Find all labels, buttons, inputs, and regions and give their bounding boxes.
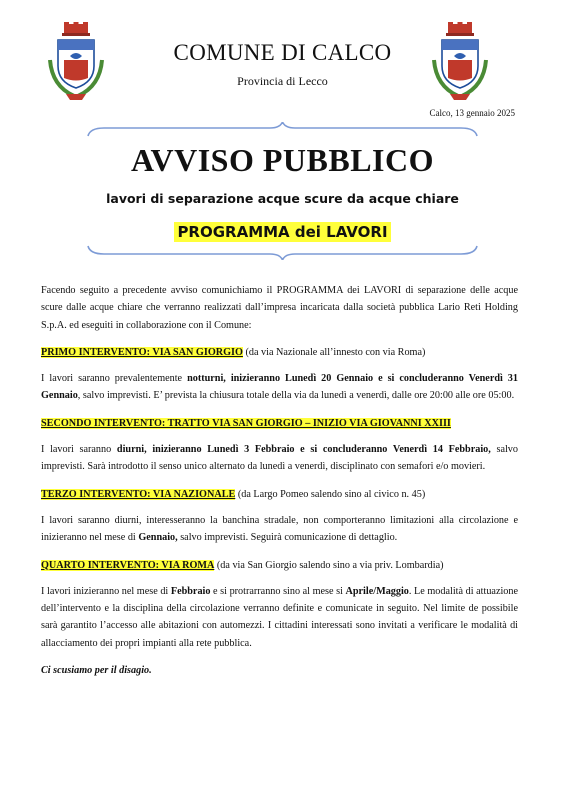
text-span: I lavori inizieranno nel mese di xyxy=(41,585,171,597)
text-span: I lavori saranno diurni, interesseranno la banchina stradale, non comporteranno limitazioni alla circolazione e inizieranno nel mese di xyxy=(41,514,518,544)
emphasis-text: Febbraio xyxy=(170,585,211,597)
intervention-paragraph xyxy=(41,441,518,476)
intervention-title: SECONDO INTERVENTO: TRATTO VIA SAN GIORGIO – INIZIO VIA GIOVANNI XXIII xyxy=(41,417,451,429)
closing-note: Ci scusiamo per il disagio. xyxy=(41,665,152,677)
emphasis-text: diurni, inizieranno Lunedì 3 Febbraio e si concluderanno Venerdì 14 Febbraio, xyxy=(116,444,491,456)
text-span: . Le modalità di attuazione dell’intervento e la disciplina della circolazione verranno definite e comunicate in seguito. Nel limite de possibile sarà garantito l’accesso alle abitazioni con automezzi. I cittadini interessati sono invitati a verificare le modalità di allacciamento dei propri impianti alla rete pubblica. xyxy=(41,585,518,649)
crown-icon xyxy=(62,22,90,36)
text-span: e si protrarranno sino al mese si xyxy=(210,585,346,597)
intervention-paragraph xyxy=(41,583,518,652)
intro-paragraph: Facendo seguito a precedente avviso comunichiamo il PROGRAMMA dei LAVORI di separazione delle acque scure dalle acque chiare che verranno realizzati dall’impresa incaricata dalla società pubblica Lario Reti Holding S.p.A. ed eseguiti in collaborazione con il Comune: xyxy=(41,285,518,331)
notice-body xyxy=(41,282,518,689)
intervention-heading xyxy=(41,486,518,503)
program-label: PROGRAMMA dei LAVORI xyxy=(174,222,390,242)
emphasis-text: Aprile/Maggio xyxy=(345,585,409,597)
intervention-title: PRIMO INTERVENTO: VIA SAN GIORGIO xyxy=(41,346,243,358)
intervention-heading xyxy=(41,344,518,361)
emphasis-text: Gennaio, xyxy=(138,532,178,544)
text-span: I lavori saranno prevalentemente xyxy=(41,373,188,385)
intervention-heading xyxy=(41,415,518,432)
intervention-paragraph xyxy=(41,370,518,405)
intervention-title: TERZO INTERVENTO: VIA NAZIONALE xyxy=(41,488,236,500)
text-span: salvo imprevisti. Seguirà comunicazione di dettaglio. xyxy=(177,532,398,544)
intervention-heading xyxy=(41,557,518,574)
notice-subtitle: lavori di separazione acque scure da acque chiare xyxy=(106,191,459,206)
intervention-note: (da via Nazionale all’innesto con via Roma) xyxy=(242,346,426,358)
intervention-paragraph xyxy=(41,512,518,547)
text-span: salvo imprevisti. Sarà introdotto il senso unico alternato da lunedì a venerdì, disciplinato con semafori e/o movieri. xyxy=(41,444,518,473)
intervention-note: (da Largo Pomeo salendo sino al civico n. 45) xyxy=(235,488,426,500)
emphasis-text: notturni, inizieranno Lunedì 20 Gennaio e si concluderanno Venerdì 31 Gennaio xyxy=(41,373,518,402)
intervention-title: QUARTO INTERVENTO: VIA ROMA xyxy=(41,559,215,571)
text-span: , salvo imprevisti. E’ prevista la chiusura totale della via da lunedì a venerdì, dalle ore 20:00 alle ore 05:00. xyxy=(77,390,515,402)
municipality-title: COMUNE DI CALCO xyxy=(173,40,392,65)
crown-icon xyxy=(446,22,474,36)
text-span: I lavori saranno xyxy=(41,444,117,456)
province-subtitle: Provincia di Lecco xyxy=(237,74,328,88)
intervention-note: (da via San Giorgio salendo sino a via priv. Lombardia) xyxy=(214,559,444,571)
notice-title: AVVISO PUBBLICO xyxy=(131,142,434,178)
program-heading xyxy=(0,222,565,242)
document-date: Calco, 13 gennaio 2025 xyxy=(429,108,515,118)
